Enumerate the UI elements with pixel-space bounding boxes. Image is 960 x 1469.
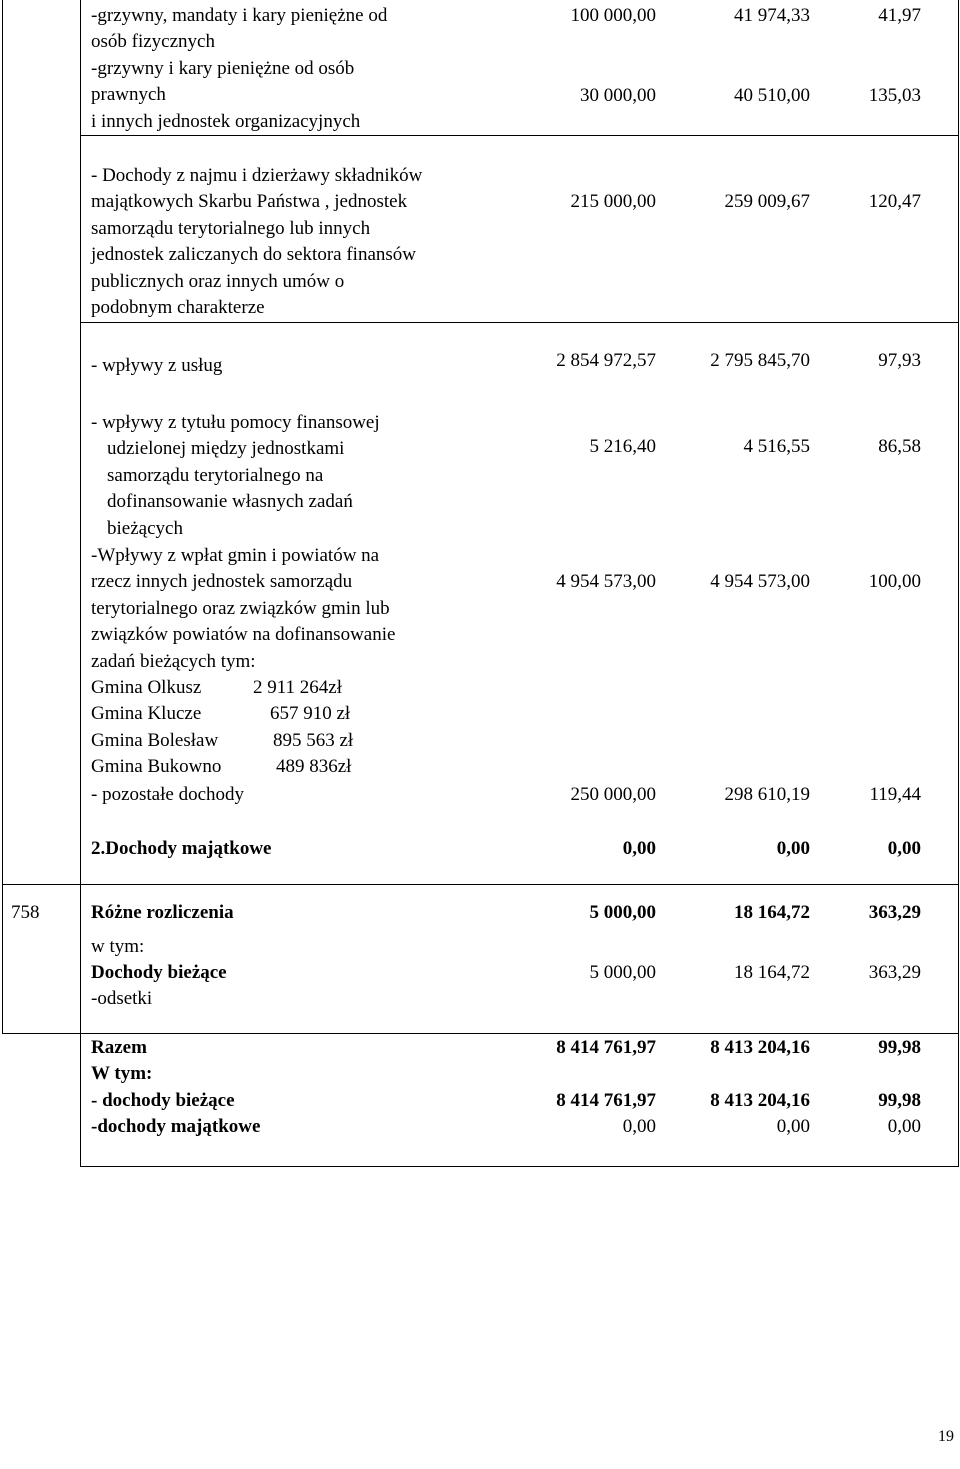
total-percent-value: 99,98	[878, 1037, 921, 1058]
gmina-name: Gmina Klucze	[91, 703, 202, 724]
table-left-border	[2, 0, 3, 1033]
percent-value: 97,93	[878, 350, 921, 371]
execution-value: 18 164,72	[734, 962, 810, 983]
execution-value: 18 164,72	[734, 902, 810, 923]
plan-value: 5 000,00	[589, 962, 656, 983]
execution-value: 4 516,55	[743, 436, 810, 457]
row-label-rozne-rozliczenia: Różne rozliczenia	[91, 902, 234, 923]
row-label-grzywny-fizyczne: -grzywny, mandaty i kary pieniężne od osób fizycznych	[91, 5, 388, 53]
plan-value: 100 000,00	[570, 5, 656, 26]
execution-value: 298 610,19	[724, 784, 810, 805]
plan-value: 5 000,00	[589, 902, 656, 923]
execution-value: 8 413 204,16	[710, 1090, 810, 1111]
row-label-najem: - Dochody z najmu i dzierżawy składników majątkowych Skarbu Państwa , jednostek samorządu terytorialnego lub innych jednostek zaliczanych do sektora finansów publicznych oraz innych umów o podobnym charakterze	[91, 165, 423, 319]
plan-value: 0,00	[622, 838, 656, 859]
plan-value: 2 854 972,57	[556, 350, 656, 371]
percent-value: 100,00	[868, 571, 921, 592]
percent-value: 363,29	[868, 902, 921, 923]
row-label-dochody-majatkowe: 2.Dochody majątkowe	[91, 838, 272, 859]
gmina-name: Gmina Olkusz	[91, 677, 202, 698]
percent-value: 86,58	[878, 436, 921, 457]
row-label-razem: Razem	[91, 1037, 147, 1058]
gmina-amount: 489 836zł	[276, 756, 352, 777]
execution-value: 259 009,67	[724, 191, 810, 212]
row-divider	[2, 884, 959, 885]
percent-value: 41,97	[878, 5, 921, 26]
plan-value: 0,00	[622, 1116, 656, 1137]
execution-value: 0,00	[776, 1116, 810, 1137]
percent-value: 120,47	[868, 191, 921, 212]
row-label-odsetki: -odsetki	[91, 988, 153, 1009]
page-number: 19	[938, 1428, 954, 1445]
row-label-pomoc-finansowa: - wpływy z tytułu pomocy finansowej udzielonej między jednostkami samorządu terytorialnego na dofinansowanie własnych zadań bieżących	[91, 412, 380, 539]
percent-value: 119,44	[869, 784, 921, 805]
row-divider	[80, 322, 959, 323]
execution-value: 4 954 573,00	[710, 571, 810, 592]
percent-value: 0,00	[887, 1116, 921, 1137]
desc-column-border	[80, 0, 81, 1167]
row-label-dochody-majatkowe-total: -dochody majątkowe	[91, 1116, 261, 1137]
gmina-amount: 2 911 264zł	[253, 677, 343, 698]
gmina-name: Gmina Bolesław	[91, 730, 219, 751]
plan-value: 5 216,40	[589, 436, 656, 457]
in-which-label: W tym:	[91, 1063, 153, 1084]
row-label-dochody-biezace-total: - dochody bieżące	[91, 1090, 235, 1111]
row-divider	[2, 1033, 959, 1034]
plan-value: 8 414 761,97	[556, 1090, 656, 1111]
table-right-border	[958, 0, 959, 1167]
gmina-name: Gmina Bukowno	[91, 756, 222, 777]
row-label-pozostale: - pozostałe dochody	[91, 784, 245, 805]
row-label-uslugi: - wpływy z usług	[91, 355, 223, 376]
execution-value: 40 510,00	[734, 85, 810, 106]
table-bottom-border	[80, 1166, 959, 1167]
in-which-label: w tym:	[91, 936, 145, 957]
percent-value: 0,00	[887, 838, 921, 859]
row-label-grzywny-prawne: -grzywny i kary pieniężne od osób prawnych i innych jednostek organizacyjnych	[91, 58, 361, 132]
total-execution-value: 8 413 204,16	[710, 1037, 810, 1058]
plan-value: 215 000,00	[570, 191, 656, 212]
row-label-dochody-biezace: Dochody bieżące	[91, 962, 227, 983]
execution-value: 0,00	[776, 838, 810, 859]
plan-value: 30 000,00	[580, 85, 656, 106]
execution-value: 2 795 845,70	[710, 350, 810, 371]
section-code: 758	[11, 902, 40, 923]
percent-value: 363,29	[868, 962, 921, 983]
gmina-amount: 895 563 zł	[273, 730, 354, 751]
execution-value: 41 974,33	[734, 5, 810, 26]
percent-value: 99,98	[878, 1090, 921, 1111]
total-plan-value: 8 414 761,97	[556, 1037, 656, 1058]
percent-value: 135,03	[868, 85, 921, 106]
plan-value: 250 000,00	[570, 784, 656, 805]
gmina-amount: 657 910 zł	[270, 703, 351, 724]
row-label-wplaty-gmin: -Wpływy z wpłat gmin i powiatów na rzecz innych jednostek samorządu terytorialnego oraz związków gmin lub związków powiatów na dofinansowanie zadań bieżących tym:	[91, 545, 396, 672]
plan-value: 4 954 573,00	[556, 571, 656, 592]
